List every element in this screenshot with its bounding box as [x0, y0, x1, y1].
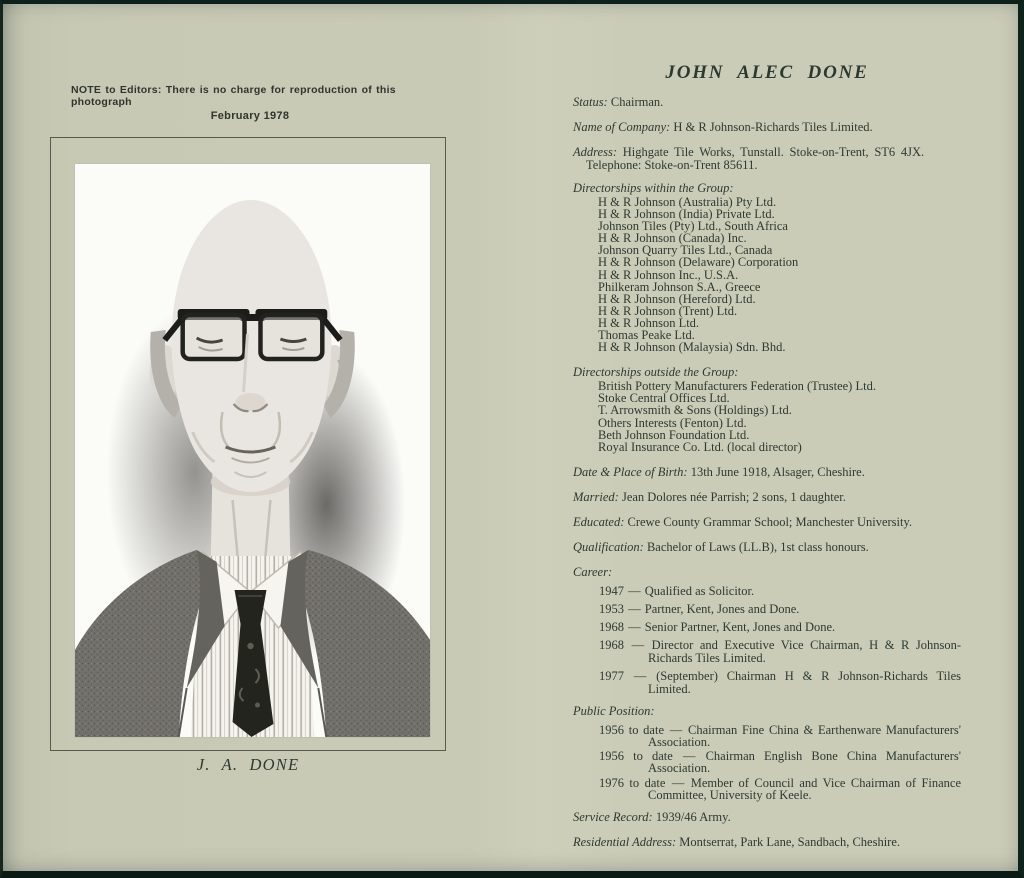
- residential-address-label: Residential Address:: [573, 835, 677, 849]
- list-item: Royal Insurance Co. Ltd. (local director): [598, 439, 802, 454]
- married-label: Married:: [573, 489, 619, 504]
- list-item: H & R Johnson (Delaware) Corporation: [598, 255, 799, 270]
- career-entry: [573, 621, 961, 634]
- married-value: Jean Dolores née Parrish; 2 sons, 1 daughter.: [621, 489, 846, 504]
- list-item: H & R Johnson (Malaysia) Sdn. Bhd.: [598, 340, 786, 355]
- public-position-text: Chairman English Bone China Manufacturers' Association.: [648, 749, 961, 776]
- list-item: H & R Johnson Inc., U.S.A.: [598, 267, 739, 282]
- public-position-year: 1956 to date: [599, 749, 673, 764]
- issue-date: February 1978: [210, 110, 290, 122]
- page-title: JOHN ALEC DONE: [665, 62, 869, 83]
- residential-address-value: Montserrat, Park Lane, Sandbach, Cheshire.: [679, 835, 901, 849]
- photo-caption: J. A. DONE: [196, 755, 300, 774]
- portrait-photo: [75, 164, 430, 737]
- list-item: Others Interests (Fenton) Ltd.: [598, 415, 747, 430]
- educated-label: Educated:: [573, 514, 625, 529]
- em-dash: —: [633, 668, 647, 683]
- public-position-text: Member of Council and Vice Chairman of Finance Committee, University of Keele.: [648, 775, 962, 802]
- em-dash: —: [628, 601, 641, 616]
- company-field: [573, 121, 961, 134]
- career-text: Partner, Kent, Jones and Done.: [644, 601, 800, 616]
- list-item: Stoke Central Offices Ltd.: [598, 391, 730, 406]
- list-item: Philkeram Johnson S.A., Greece: [598, 279, 761, 294]
- career-text: Senior Partner, Kent, Jones and Done.: [644, 619, 836, 634]
- list-item: T. Arrowsmith & Sons (Holdings) Ltd.: [598, 403, 792, 418]
- address-value: Highgate Tile Works, Tunstall. Stoke-on-Trent, ST6 4JX.: [622, 145, 925, 159]
- em-dash: —: [671, 775, 685, 790]
- status-label: Status:: [573, 95, 608, 109]
- career-text: Director and Executive Vice Chairman, H & R Johnson-Richards Tiles Limited.: [648, 637, 962, 665]
- married-field: [573, 491, 961, 504]
- list-item: Johnson Tiles (Pty) Ltd., South Africa: [598, 219, 788, 234]
- career-text: (September) Chairman H & R Johnson-Richards Tiles Limited.: [648, 668, 962, 696]
- biography-column: [573, 62, 961, 861]
- status-value: Chairman.: [610, 95, 664, 109]
- em-dash: —: [669, 722, 683, 737]
- list-item: H & R Johnson (Australia) Pty Ltd.: [598, 195, 777, 209]
- list-item: H & R Johnson (Trent) Ltd.: [598, 303, 738, 318]
- qualification-field: [573, 541, 961, 554]
- portrait-illustration: [75, 164, 430, 737]
- qualification-value: Bachelor of Laws (LL.B), 1st class honours.: [646, 539, 869, 554]
- company-value: H & R Johnson-Richards Tiles Limited.: [673, 120, 873, 134]
- public-position-label: Public Position:: [573, 703, 655, 718]
- public-position-entry: [573, 724, 961, 748]
- public-position-section: [573, 705, 961, 801]
- directorships-within-label: Directorships within the Group:: [573, 181, 734, 195]
- career-entry: [573, 670, 961, 696]
- birth-value: 13th June 1918, Alsager, Cheshire.: [690, 464, 865, 479]
- list-item: Johnson Quarry Tiles Ltd., Canada: [598, 243, 773, 258]
- list-item: H & R Johnson (India) Private Ltd.: [598, 207, 775, 222]
- company-label: Name of Company:: [573, 120, 671, 134]
- career-text: Qualified as Solicitor.: [644, 583, 755, 598]
- address-field: [573, 146, 961, 172]
- list-item: Beth Johnson Foundation Ltd.: [598, 427, 750, 442]
- public-position-year: 1956 to date: [599, 722, 665, 737]
- list-item: H & R Johnson (Canada) Inc.: [598, 231, 747, 246]
- career-section: [573, 566, 961, 696]
- directorships-outside-group: [573, 366, 961, 453]
- career-entry: [573, 585, 961, 598]
- career-entry: [573, 603, 961, 616]
- list-item: British Pottery Manufacturers Federation (Trustee) Ltd.: [598, 379, 876, 394]
- career-year: 1968: [599, 619, 624, 634]
- list-item: H & R Johnson Ltd.: [598, 315, 700, 330]
- list-item: Thomas Peake Ltd.: [598, 328, 695, 343]
- career-year: 1968: [599, 637, 624, 652]
- service-record-value: 1939/46 Army.: [655, 810, 731, 824]
- note-to-editors: NOTE to Editors: There is no charge for reproduction of this photograph: [71, 84, 396, 108]
- em-dash: —: [682, 749, 696, 764]
- em-dash: —: [631, 637, 645, 652]
- career-year: 1953: [599, 601, 624, 616]
- photo-frame: [50, 137, 446, 751]
- qualification-label: Qualification:: [573, 539, 644, 554]
- directorships-outside-label: Directorships outside the Group:: [573, 365, 739, 380]
- career-label: Career:: [573, 564, 613, 579]
- list-item: H & R Johnson (Hereford) Ltd.: [598, 291, 756, 306]
- public-position-text: Chairman Fine China & Earthenware Manufacturers' Association.: [648, 722, 962, 749]
- career-entry: [573, 639, 961, 665]
- address-label: Address:: [573, 145, 617, 159]
- birth-field: [573, 466, 961, 479]
- telephone-line: Telephone: Stoke-on-Trent 85611.: [586, 158, 758, 172]
- em-dash: —: [628, 619, 641, 634]
- career-year: 1947: [599, 583, 624, 598]
- em-dash: —: [628, 583, 641, 598]
- career-year: 1977: [599, 668, 624, 683]
- service-record-field: [573, 811, 961, 824]
- public-position-entry: [573, 777, 961, 801]
- status-field: [573, 96, 961, 109]
- service-record-label: Service Record:: [573, 810, 653, 824]
- educated-value: Crewe County Grammar School; Manchester University.: [627, 514, 913, 529]
- public-position-entry: [573, 750, 961, 774]
- residential-address-field: [573, 836, 961, 849]
- birth-label: Date & Place of Birth:: [573, 464, 688, 479]
- educated-field: [573, 516, 961, 529]
- directorships-within-group: [573, 182, 961, 353]
- public-position-year: 1976 to date: [599, 775, 666, 790]
